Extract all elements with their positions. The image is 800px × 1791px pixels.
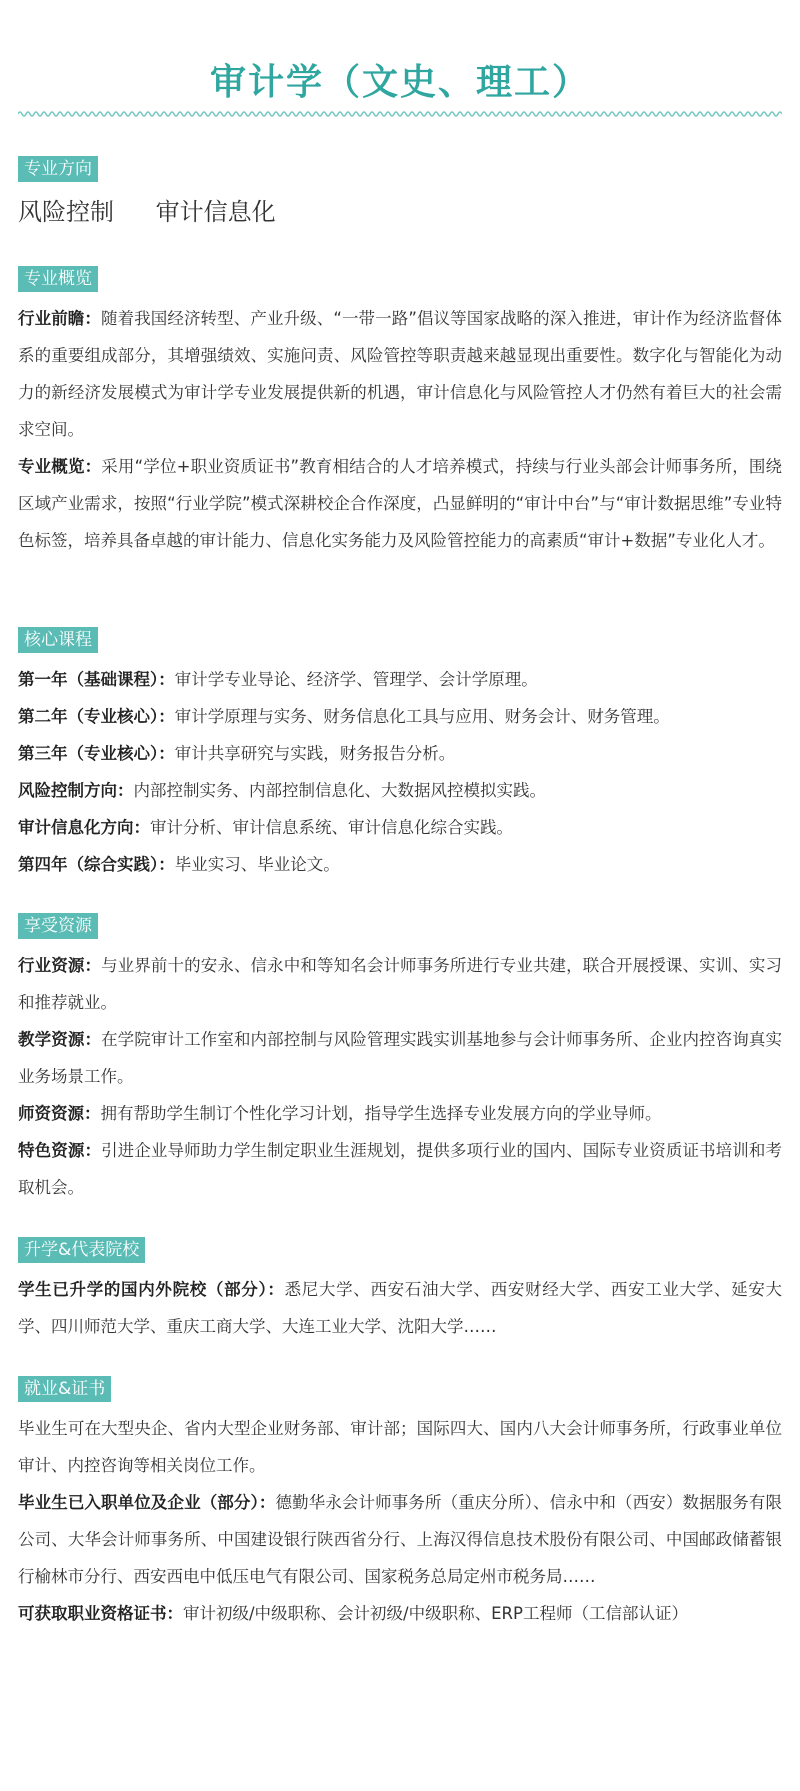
course-item [18, 735, 782, 772]
course-key: 第三年（专业核心）： [18, 744, 175, 763]
resource-item [18, 1132, 782, 1206]
resource-key: 特色资源： [18, 1141, 102, 1160]
paragraph-text: 随着我国经济转型、产业升级、“一带一路”倡议等国家战略的深入推进，审计作为经济监督体系的重要组成部分，其增强绩效、实施问责、风险管控等职责越来越显现出重要性。数字化与智能化为动力的新经济发展模式为审计学专业发展提供新的机遇，审计信息化与风险管控人才仍然有着巨大的社会需求空间。 [18, 309, 782, 439]
section-direction [18, 156, 782, 230]
resource-item [18, 947, 782, 1021]
course-value: 毕业实习、毕业论文。 [174, 855, 340, 874]
course-item [18, 846, 782, 883]
further-study-paragraph [18, 1271, 782, 1345]
resource-key: 行业资源： [18, 956, 102, 975]
course-item [18, 661, 782, 698]
resource-value: 与业界前十的安永、信永中和等知名会计师事务所进行专业共建，联合开展授课、实训、实习和推荐就业。 [18, 956, 783, 1012]
section-employment [18, 1376, 782, 1632]
resource-value: 拥有帮助学生制订个性化学习计划，指导学生选择专业发展方向的学业导师。 [100, 1104, 662, 1123]
section-label-direction: 专业方向 [18, 156, 98, 182]
overview-paragraph [18, 300, 782, 448]
resource-item [18, 1021, 782, 1095]
section-label-overview: 专业概览 [18, 266, 98, 292]
section-label-employment: 就业&证书 [18, 1376, 111, 1402]
direction-item: 审计信息化 [155, 198, 276, 226]
employment-paragraph [18, 1484, 782, 1595]
overview-paragraph [18, 448, 782, 559]
course-key: 审计信息化方向： [18, 818, 150, 837]
resource-value: 引进企业导师助力学生制定职业生涯规划，提供多项行业的国内、国际专业资质证书培训和考取机会。 [18, 1141, 783, 1197]
section-label-courses: 核心课程 [18, 627, 98, 653]
course-value: 内部控制实务、内部控制信息化、大数据风控模拟实践。 [133, 781, 546, 800]
course-item [18, 698, 782, 735]
wavy-divider [18, 110, 782, 118]
resource-key: 师资资源： [18, 1104, 101, 1123]
direction-item: 风险控制 [18, 198, 114, 226]
resource-item [18, 1095, 782, 1132]
direction-list [18, 194, 782, 230]
course-key: 风险控制方向： [18, 781, 134, 800]
section-further-study [18, 1237, 782, 1345]
page-title: 审计学（文史、理工） [209, 62, 590, 103]
section-overview [18, 266, 782, 559]
course-key: 第一年（基础课程）： [18, 670, 175, 689]
paragraph-label: 行业前瞻： [18, 309, 101, 328]
section-courses [18, 627, 782, 883]
paragraph-text: 悉尼大学、西安石油大学、西安财经大学、西安工业大学、延安大学、四川师范大学、重庆工商大学、大连工业大学、沈阳大学…… [18, 1280, 783, 1336]
resource-key: 教学资源： [18, 1030, 102, 1049]
course-value: 审计共享研究与实践，财务报告分析。 [174, 744, 456, 763]
paragraph-text: 审计初级/中级职称、会计初级/中级职称、ERP工程师（工信部认证） [183, 1604, 688, 1623]
employment-paragraph: 毕业生可在大型央企、省内大型企业财务部、审计部；国际四大、国内八大会计师事务所，行政事业单位审计、内控咨询等相关岗位工作。 [18, 1419, 782, 1475]
certificate-paragraph [18, 1595, 782, 1632]
course-key: 第四年（综合实践）： [18, 855, 175, 874]
course-value: 审计学专业导论、经济学、管理学、会计学原理。 [174, 670, 538, 689]
course-value: 审计学原理与实务、财务信息化工具与应用、财务会计、财务管理。 [174, 707, 670, 726]
paragraph-label: 可获取职业资格证书： [18, 1604, 183, 1623]
section-resources [18, 913, 782, 1206]
paragraph-text: 德勤华永会计师事务所（重庆分所）、信永中和（西安）数据服务有限公司、大华会计师事务所、中国建设银行陕西省分行、上海汉得信息技术股份有限公司、中国邮政储蓄银行榆林市分行、西安西电中低压电气有限公司、国家税务总局定州市税务局…… [18, 1493, 783, 1586]
section-label-further-study: 升学&代表院校 [18, 1237, 145, 1263]
resource-value: 在学院审计工作室和内部控制与风险管理实践实训基地参与会计师事务所、企业内控咨询真实业务场景工作。 [18, 1030, 783, 1086]
paragraph-text: 采用“学位+职业资质证书”教育相结合的人才培养模式，持续与行业头部会计师事务所，围绕区域产业需求，按照“行业学院”模式深耕校企合作深度，凸显鲜明的“审计中台”与“审计数据思维”专业特色标签，培养具备卓越的审计能力、信息化实务能力及风险管控能力的高素质“审计+数据”专业化人才。 [18, 457, 783, 550]
course-item [18, 772, 782, 809]
course-key: 第二年（专业核心）： [18, 707, 175, 726]
paragraph-label: 毕业生已入职单位及企业（部分）： [18, 1493, 276, 1512]
paragraph-label: 学生已升学的国内外院校（部分）： [18, 1280, 285, 1299]
section-label-resources: 享受资源 [18, 913, 98, 939]
course-item [18, 809, 782, 846]
paragraph-label: 专业概览： [18, 457, 102, 476]
course-value: 审计分析、审计信息系统、审计信息化综合实践。 [150, 818, 513, 837]
